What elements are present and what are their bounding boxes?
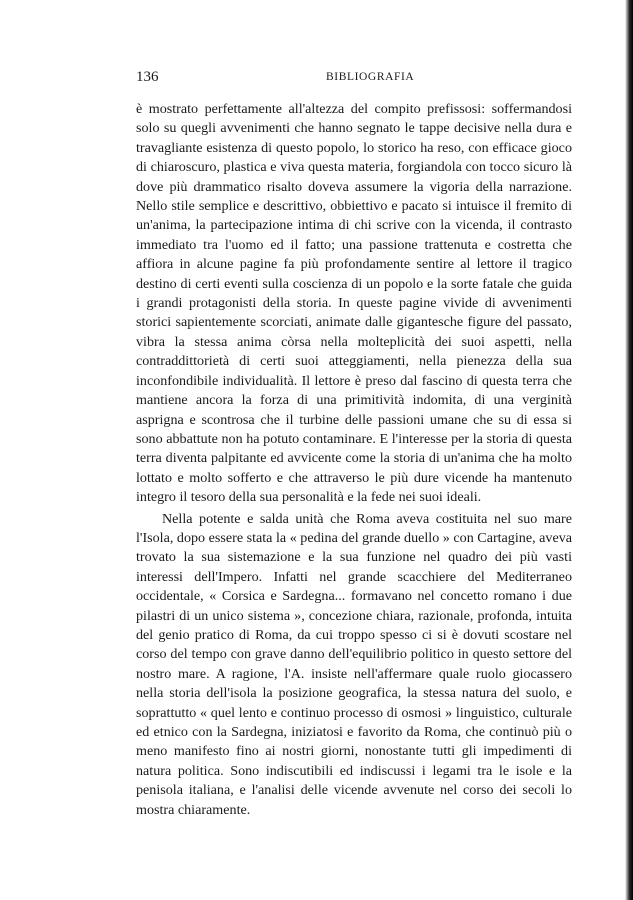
running-title: BIBLIOGRAFIA xyxy=(326,71,415,83)
body-text xyxy=(136,100,572,820)
paragraph-2: Nella potente e salda unità che Roma aveva costituita nel suo mare l'Isola, dopo essere stata la « pedina del grande duello » con Cartagine, aveva trovato la sua sistemazione e la sua funzione nel quadro dei più vasti interessi dell'Impero. Infatti nel grande scacchiere del Mediterraneo occidentale, « Corsica e Sardegna... formavano nel concetto romano i due pilastri di un unico sistema », concezione chiara, razionale, profonda, intuita del genio pratico di Roma, da cui troppo spesso ci si è dovuti scostare nel corso del tempo con grave danno dell'equilibrio politico in questo settore del nostro mare. A ragione, l'A. insiste nell'affermare quale ruolo giocassero nella storia dell'isola la posizione geografica, la stessa natura del suolo, e soprattutto « quel lento e continuo processo di osmosi » linguistico, culturale ed etnico con la Sardegna, iniziatosi e favorito da Roma, che continuò più o meno manifesto fino ai nostri giorni, nonostante tutti gli impedimenti di natura politica. Sono indiscutibili ed indiscussi i legami tra le isole e la penisola italiana, e l'analisi delle vicende avvenute nel corso dei secoli lo mostra chiaramente. xyxy=(136,510,572,818)
page-header xyxy=(136,68,572,86)
page-edge-shadow xyxy=(625,0,633,900)
paragraph-1: è mostrato perfettamente all'altezza del compito prefissosi: soffermandosi solo su quegli avvenimenti che hanno segnato le tappe decisive nella dura e travagliante esistenza di questo popolo, lo storico ha reso, con efficace gioco di chiaroscuro, plastica e viva questa materia, forgiandola con tocco sicuro là dove più drammatico risalto doveva assumere la vigoria della narrazione. Nello stile semplice e descrittivo, obbiettivo e pacato si intuisce il fremito di un'anima, la partecipazione intima di chi scrive con la vicenda, il contrasto immediato tra l'uomo ed il fatto; una passione trattenuta e costretta che affiora in alcune pagine fa più profondamente sentire al lettore il tragico destino di certi eventi sulla coscienza di un popolo e la sorte fatale che guida i grandi protagonisti della storia. In queste pagine vivide di avvenimenti storici sapientemente scorciati, animate dalle gigantesche figure del passato, vibra la stessa anima còrsa nella molteplicità dei suoi aspetti, nella contraddittorietà di certi suoi atteggiamenti, nella pienezza della sua inconfondibile individualità. Il lettore è preso dal fascino di questa terra che mantiene ancora la forza di una primitività indomita, di una verginità asprigna e scontrosa che il turbine delle passioni umane che su di essa si sono abbattute non ha potuto contaminare. E l'interesse per la storia di questa terra diventa palpitante ed avvicente come la storia di un'anima che ha molto lottato e molto sofferto e che attraverso le più dure vicende ha mantenuto integro il tesoro della sua personalità e la fede nei suoi ideali. xyxy=(136,101,572,506)
page-number: 136 xyxy=(136,69,159,85)
